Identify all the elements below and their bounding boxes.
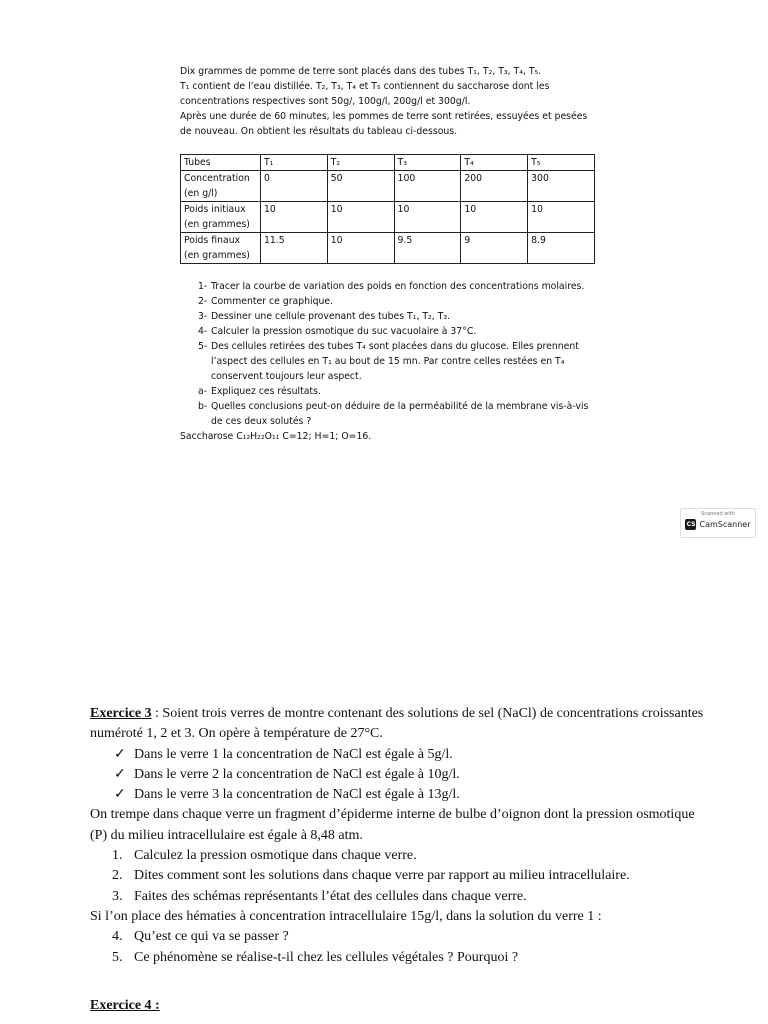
list-item (198, 339, 596, 384)
question-list (180, 279, 596, 429)
question-number: 5- (198, 341, 208, 352)
question-text: Expliquez ces résultats. (211, 386, 321, 397)
list-item (112, 887, 710, 907)
exercise-3-title: Exercice 3 (90, 706, 152, 721)
row-label-unit: (en g/l) (184, 188, 218, 199)
molar-mass-formula: Saccharose C₁₂H₂₂O₁₁ C=12; H=1; O=16. (180, 431, 372, 442)
camscanner-logo-icon: CS (686, 521, 696, 528)
table-cell: 10 (327, 233, 394, 264)
table-header-cell: T₄ (461, 155, 528, 171)
table-cell: 10 (461, 202, 528, 233)
row-label-unit: (en grammes) (184, 250, 250, 261)
check-text: Dans le verre 3 la concentration de NaCl est égale à 13g/l. (134, 787, 460, 803)
table-cell: 9 (461, 233, 528, 264)
question-number: 3. (112, 888, 123, 904)
question-text: Qu’est ce qui va se passer ? (134, 929, 289, 945)
intro-line-2: T₁ contient de l’eau distillée. T₂, T₃, T₄ et T₅ contiennent du saccharose dont les concentrations respectives sont 50g/, 100g/l, 200g/l et 300g/l. (180, 81, 550, 107)
list-item (114, 745, 710, 765)
table-cell: 10 (327, 202, 394, 233)
question-number: a- (198, 386, 208, 397)
question-number: 4- (198, 326, 208, 337)
table-cell: 11.5 (260, 233, 327, 264)
list-item (198, 399, 596, 429)
question-text: Calculez la pression osmotique dans chaque verre. (134, 848, 417, 864)
question-list (90, 846, 710, 907)
watermark-caption: Scanned with (701, 511, 735, 517)
intro-line-1: Dix grammes de pomme de terre sont placés dans des tubes T₁, T₂, T₃, T₄, T₅. (180, 66, 542, 77)
table-row (181, 202, 595, 233)
question-text: Faites des schémas représentants l’état des cellules dans chaque verre. (134, 888, 527, 904)
exercise-osmosis-potato (180, 64, 596, 444)
exercise-3-intro (90, 704, 710, 745)
table-header-cell: T₂ (327, 155, 394, 171)
table-cell: 0 (260, 171, 327, 202)
row-label (181, 202, 261, 233)
list-item (198, 324, 596, 339)
list-item (198, 294, 596, 309)
row-label-main: Concentration (184, 173, 250, 184)
exercise-3 (90, 704, 710, 968)
intro-line-3: Après une durée de 60 minutes, les pommes de terre sont retirées, essuyées et pesées de nouveau. On obtient les résultats du tableau ci-dessous. (180, 111, 588, 137)
table-cell: 200 (461, 171, 528, 202)
list-item (112, 927, 710, 947)
question-number: 2- (198, 296, 208, 307)
check-text: Dans le verre 1 la concentration de NaCl est égale à 5g/l. (134, 746, 453, 762)
question-list (90, 927, 710, 968)
table-header-cell: T₁ (260, 155, 327, 171)
question-text: Calculer la pression osmotique du suc vacuolaire à 37°C. (211, 326, 477, 337)
results-table (180, 154, 595, 264)
concentration-list (90, 745, 710, 806)
exercise-4-title: Exercice 4 : (90, 998, 160, 1013)
camscanner-watermark (680, 508, 756, 538)
table-header-row (181, 155, 595, 171)
exercise-3-intro-text: : Soient trois verres de montre contenant des solutions de sel (NaCl) de concentrations croissantes numéroté 1, 2 et 3. On opère à température de 27°C. (90, 706, 704, 742)
exercise-3-paragraph: On trempe dans chaque verre un fragment d’épiderme interne de bulbe d’oignon dont la pression osmotique (P) du milieu intracellulaire est égale à 8,48 atm. (90, 807, 695, 843)
list-item (198, 384, 596, 399)
row-label (181, 233, 261, 264)
row-label-main: Poids initiaux (184, 204, 246, 215)
table-cell: 10 (528, 202, 595, 233)
check-text: Dans le verre 2 la concentration de NaCl est égale à 10g/l. (134, 766, 460, 782)
question-number: 1. (112, 848, 123, 864)
check-icon: ✓ (114, 787, 126, 803)
question-number: 1- (198, 281, 208, 292)
question-text: Des cellules retirées des tubes T₄ sont placées dans du glucose. Elles prennent l’aspect des cellules en T₁ au bout de 15 mn. Par contre celles restées en T₄ conservent toujours leur aspect. (211, 341, 579, 382)
table-cell: 10 (260, 202, 327, 233)
list-item (198, 279, 596, 294)
list-item (112, 866, 710, 886)
question-text: Commenter ce graphique. (211, 296, 334, 307)
question-number: b- (198, 401, 208, 412)
question-text: Dessiner une cellule provenant des tubes T₁, T₂, T₃. (211, 311, 451, 322)
question-text: Ce phénomène se réalise-t-il chez les cellules végétales ? Pourquoi ? (134, 949, 519, 965)
row-label-main: Poids finaux (184, 235, 241, 246)
table-cell: 8.9 (528, 233, 595, 264)
table-cell: 10 (394, 202, 461, 233)
check-icon: ✓ (114, 766, 126, 782)
question-text: Tracer la courbe de variation des poids en fonction des concentrations molaires. (211, 281, 585, 292)
table-cell: 50 (327, 171, 394, 202)
table-row (181, 171, 595, 202)
watermark-brand (681, 519, 755, 530)
exercise-3-paragraph-2: Si l’on place des hématies à concentration intracellulaire 15g/l, dans la solution du verre 1 : (90, 908, 602, 924)
row-label-unit: (en grammes) (184, 219, 250, 230)
question-number: 5. (112, 949, 123, 965)
table-cell: 100 (394, 171, 461, 202)
watermark-brand-name: CamScanner (699, 520, 751, 529)
list-item (114, 765, 710, 785)
list-item (114, 785, 710, 805)
question-number: 3- (198, 311, 208, 322)
question-text: Dites comment sont les solutions dans chaque verre par rapport au milieu intracellulaire. (134, 868, 630, 884)
list-item (198, 309, 596, 324)
table-row (181, 233, 595, 264)
table-header-cell: T₃ (394, 155, 461, 171)
list-item (112, 948, 710, 968)
table-cell: 9.5 (394, 233, 461, 264)
table-header-label: Tubes (181, 155, 261, 171)
table-cell: 300 (528, 171, 595, 202)
list-item (112, 846, 710, 866)
check-icon: ✓ (114, 746, 126, 762)
table-header-cell: T₅ (528, 155, 595, 171)
question-text: Quelles conclusions peut-on déduire de la perméabilité de la membrane vis-à-vis de ces deux solutés ? (211, 401, 589, 427)
question-number: 4. (112, 929, 123, 945)
row-label (181, 171, 261, 202)
question-number: 2. (112, 868, 123, 884)
